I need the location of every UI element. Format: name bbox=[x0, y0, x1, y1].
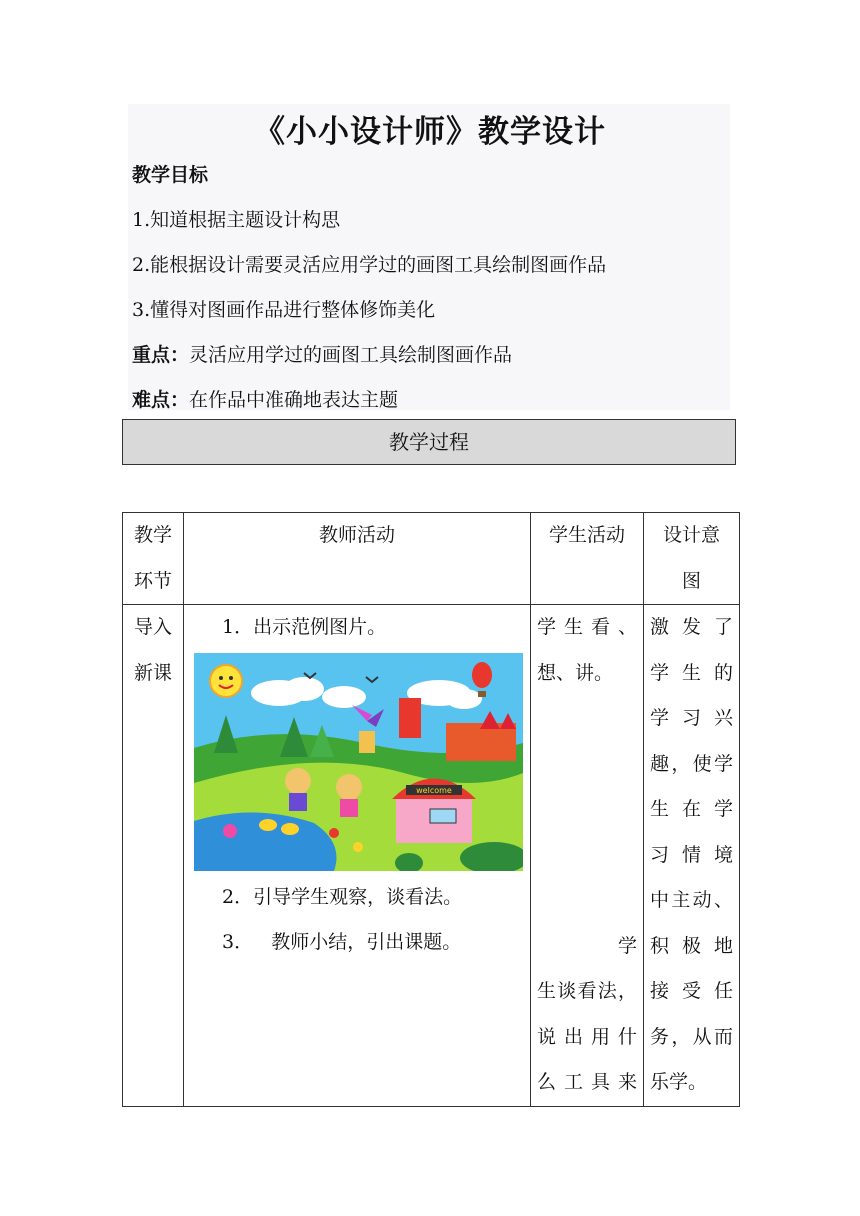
student-line: 学生看、 bbox=[537, 616, 637, 638]
teacher-step-2: 2．引导学生观察，谈看法。 bbox=[222, 885, 463, 908]
student-line: 说出用什 bbox=[537, 1025, 637, 1048]
objective-3: 3.懂得对图画作品进行整体修饰美化 bbox=[132, 299, 436, 321]
stage-line2: 新课 bbox=[133, 661, 172, 684]
intent-line: 激发了 bbox=[650, 616, 733, 638]
teacher-step-3: 3． 教师小结，引出课题。 bbox=[222, 931, 462, 953]
page-title: 《小小设计师》教学设计 bbox=[254, 114, 606, 150]
header-student: 学生活动 bbox=[531, 513, 644, 605]
table-header-row bbox=[123, 513, 740, 605]
intent-line: 积极地 bbox=[650, 934, 733, 957]
stage-cell bbox=[123, 605, 184, 1107]
intent-line: 学习兴 bbox=[650, 707, 733, 729]
header-stage bbox=[123, 513, 184, 605]
student-line bbox=[537, 878, 637, 924]
objective-2: 2.能根据设计需要灵活应用学过的画图工具绘制图画作品 bbox=[132, 254, 607, 276]
intent-line: 趣，使学 bbox=[650, 752, 733, 775]
student-line bbox=[537, 696, 637, 742]
objective-1: 1.知道根据主题设计构思 bbox=[132, 209, 341, 231]
lesson-table bbox=[122, 512, 740, 1107]
student-line bbox=[537, 742, 637, 788]
student-line bbox=[537, 833, 637, 879]
student-line: 生谈看法， bbox=[537, 980, 637, 1002]
sun-icon bbox=[210, 665, 242, 697]
house-sign-text: welcome bbox=[416, 785, 452, 795]
difficulty bbox=[132, 385, 398, 412]
header-teacher: 教师活动 bbox=[184, 513, 531, 605]
student-line: 学 bbox=[617, 934, 637, 957]
student-line bbox=[537, 787, 637, 833]
header-intent-line1: 设计意 bbox=[662, 524, 720, 546]
process-heading: 教学过程 bbox=[122, 419, 736, 465]
intent-line: 习情境 bbox=[650, 843, 733, 866]
intent-line: 务，从而 bbox=[650, 1025, 733, 1048]
teacher-step-1: 1．出示范例图片。 bbox=[222, 616, 387, 638]
header-stage-line1: 教学 bbox=[133, 524, 172, 546]
key-point-text: 灵活应用学过的画图工具绘制图画作品 bbox=[189, 344, 513, 366]
intent-line: 中主动、 bbox=[650, 889, 733, 911]
intent-line: 生在学 bbox=[650, 798, 733, 820]
header-intent bbox=[644, 513, 740, 605]
teacher-activity-cell bbox=[184, 605, 531, 1107]
student-line: 想、讲。 bbox=[537, 661, 614, 684]
difficulty-text: 在作品中准确地表达主题 bbox=[189, 389, 399, 411]
example-picture bbox=[194, 653, 523, 871]
intent-line: 学生的 bbox=[650, 661, 733, 684]
key-point-label: 重点： bbox=[132, 344, 190, 366]
header-intent-line2: 图 bbox=[681, 569, 701, 592]
student-line: 么工具来 bbox=[537, 1071, 637, 1093]
header-stage-line2: 环节 bbox=[133, 569, 172, 592]
stage-line1: 导入 bbox=[133, 616, 172, 638]
difficulty-label: 难点： bbox=[132, 389, 190, 411]
objectives-heading: 教学目标 bbox=[132, 164, 209, 186]
intent-line: 接受任 bbox=[650, 980, 733, 1002]
key-point bbox=[132, 340, 512, 367]
student-activity-cell bbox=[531, 605, 644, 1107]
intent-line: 乐学。 bbox=[650, 1071, 708, 1093]
table-row bbox=[123, 605, 740, 1107]
design-intent-cell bbox=[644, 605, 740, 1107]
